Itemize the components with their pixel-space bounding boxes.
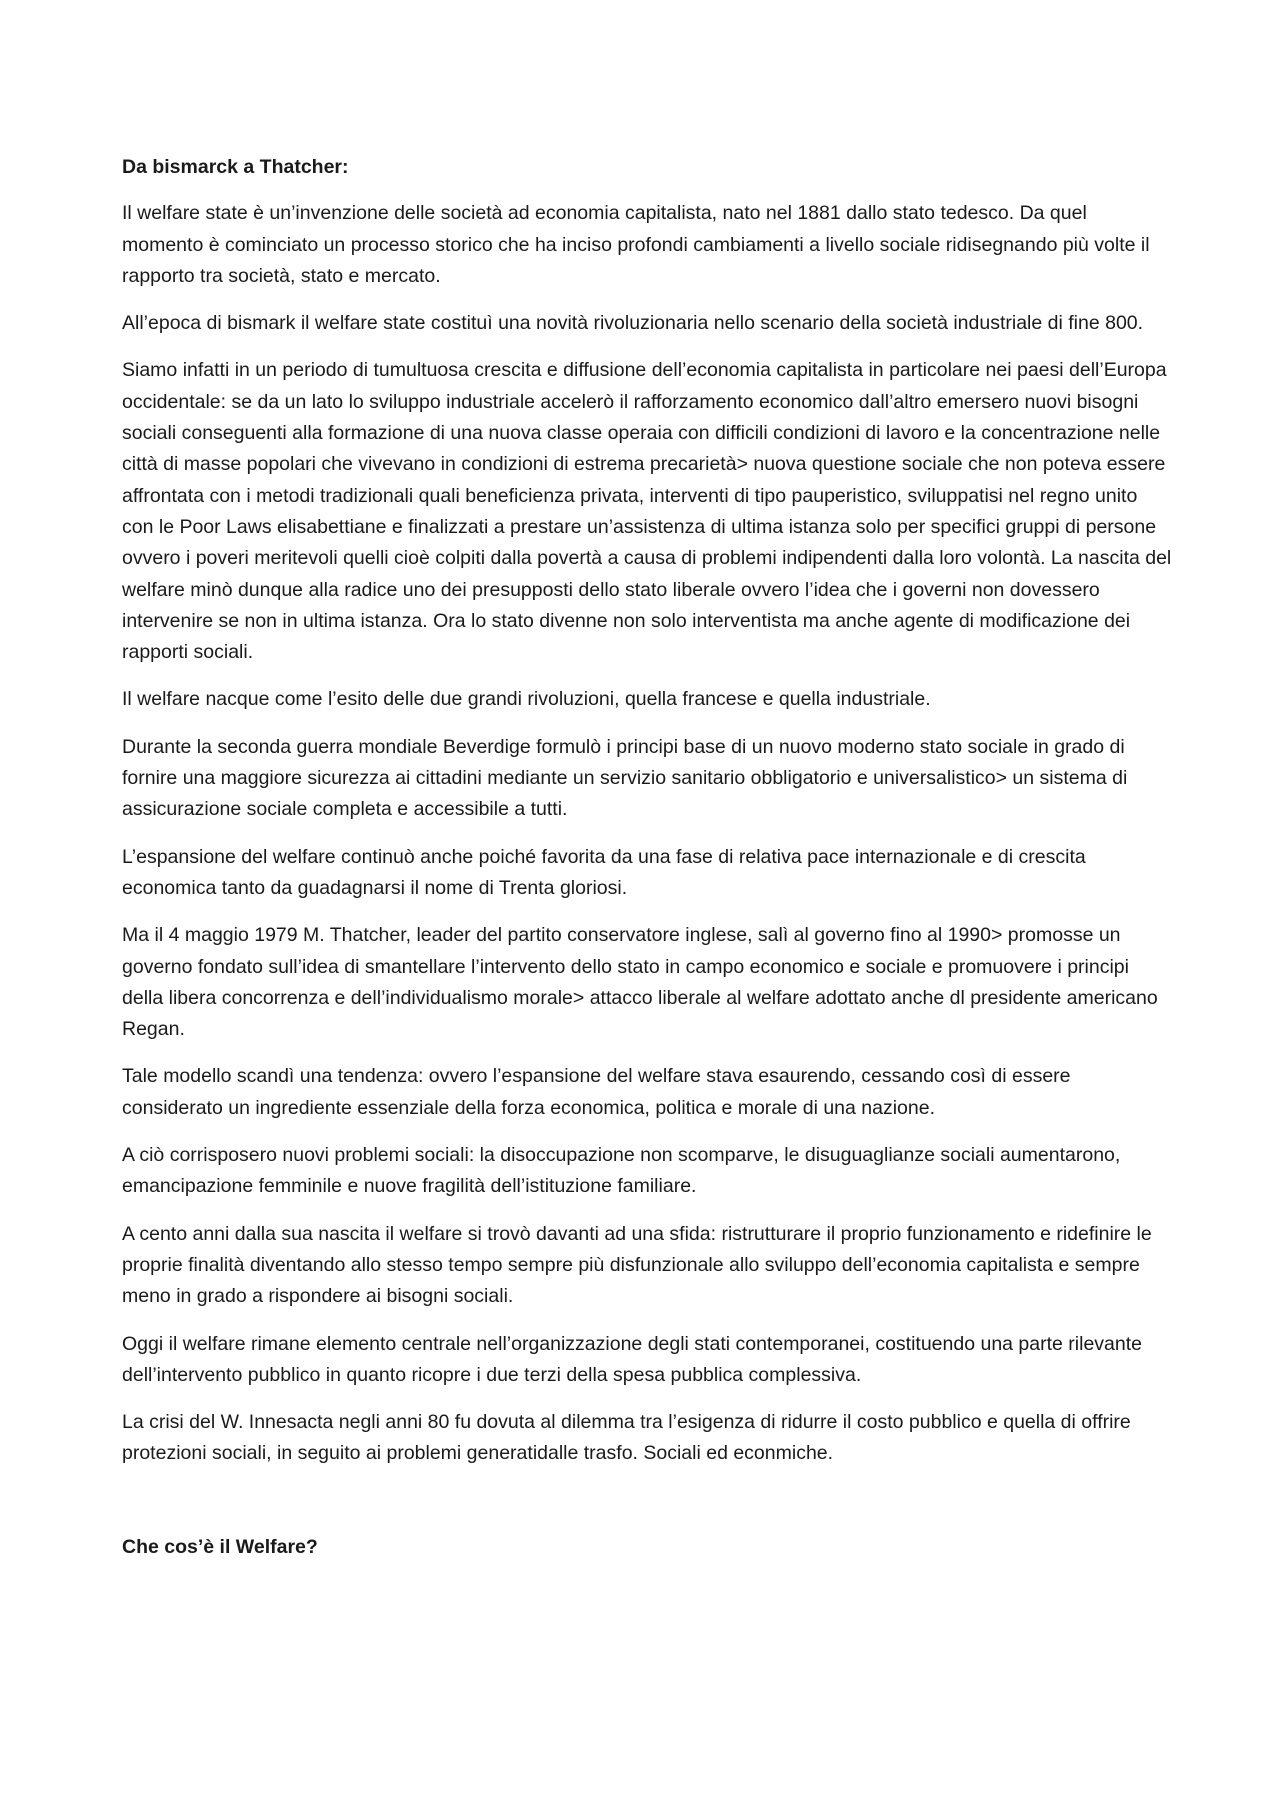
section-heading-che-cos-e-welfare: Che cos’è il Welfare? [122, 1535, 318, 1558]
document-body [122, 152, 1172, 1563]
paragraph: L’espansione del welfare continuò anche poiché favorita da una fase di relativa pace internazionale e di crescita economica tanto da guadagnarsi il nome di Trenta gloriosi. [122, 845, 1086, 899]
section-heading-bismarck-thatcher: Da bismarck a Thatcher: [122, 156, 349, 178]
paragraph: Siamo infatti in un periodo di tumultuosa crescita e diffusione dell’economia capitalista in particolare nei paesi dell’Europa occidentale: se da un lato lo sviluppo industriale accelerò il rafforzamento economico dall’altro emersero nuovi bisogni sociali conseguenti alla formazione di una nuova classe operaia con difficili condizioni di lavoro e la concentrazione nelle città di masse popolari che vivevano in condizioni di estrema precarietà> nuova questione sociale che non poteva essere affrontata con i metodi tradizionali quali beneficienza privata, interventi di tipo pauperistico, sviluppatisi nel regno unito con le Poor Laws elisabettiane e finalizzati a prestare un’assistenza di ultima istanza solo per specifici gruppi di persone ovvero i poveri meritevoli quelli cioè colpiti dalla povertà a causa di problemi indipendenti dalla loro volontà. La nascita del welfare minò dunque alla radice uno dei presupposti dello stato liberale ovvero l’idea che i governi non dovessero intervenire se non in ultima istanza. Ora lo stato divenne non solo interventista ma anche agente di modificazione dei rapporti sociali. [122, 359, 1172, 664]
paragraph: Tale modello scandì una tendenza: ovvero l’espansione del welfare stava esaurendo, cessando così di essere considerato un ingrediente essenziale della forza economica, politica e morale di una nazione. [122, 1065, 1071, 1119]
paragraph: Oggi il welfare rimane elemento centrale nell’organizzazione degli stati contemporanei, costituendo una parte rilevante dell’intervento pubblico in quanto ricopre i due terzi della spesa pubblica complessiva. [122, 1332, 1142, 1386]
paragraph: A cento anni dalla sua nascita il welfare si trovò davanti ad una sfida: ristrutturare il proprio funzionamento e ridefinire le proprie finalità diventando allo stesso tempo sempre più disfunzionale allo sviluppo dell’economia capitalista e sempre meno in grado a rispondere ai bisogni sociali. [122, 1222, 1152, 1308]
paragraph: Ma il 4 maggio 1979 M. Thatcher, leader del partito conservatore inglese, salì al governo fino al 1990> promosse un governo fondato sull’idea di smantellare l’intervento dello stato in campo economico e sociale e promuovere i principi della libera concorrenza e dell’individualismo morale> attacco liberale al welfare adottato anche dl presidente americano Regan. [122, 924, 1158, 1041]
paragraph: Durante la seconda guerra mondiale Beverdige formulò i principi base di un nuovo moderno stato sociale in grado di fornire una maggiore sicurezza ai cittadini mediante un servizio sanitario obbligatorio e universalistico> un sistema di assicurazione sociale completa e accessibile a tutti. [122, 735, 1128, 821]
paragraph: All’epoca di bismark il welfare state costituì una novità rivoluzionaria nello scenario della società industriale di fine 800. [122, 312, 1144, 335]
paragraph: A ciò corrisposero nuovi problemi sociali: la disoccupazione non scomparve, le disuguaglianze sociali aumentarono, emancipazione femminile e nuove fragilità dell’istituzione familiare. [122, 1144, 1121, 1198]
paragraph: Il welfare nacque come l’esito delle due grandi rivoluzioni, quella francese e quella industriale. [122, 688, 931, 711]
paragraph: La crisi del W. Innesacta negli anni 80 fu dovuta al dilemma tra l’esigenza di ridurre il costo pubblico e quella di offrire protezioni sociali, in seguito ai problemi generatidalle trasfo. Sociali ed econmiche. [122, 1411, 1131, 1465]
paragraph: Il welfare state è un’invenzione delle società ad economia capitalista, nato nel 1881 dallo stato tedesco. Da quel momento è cominciato un processo storico che ha inciso profondi cambiamenti a livello sociale ridisegnando più volte il rapporto tra società, stato e mercato. [122, 202, 1150, 287]
